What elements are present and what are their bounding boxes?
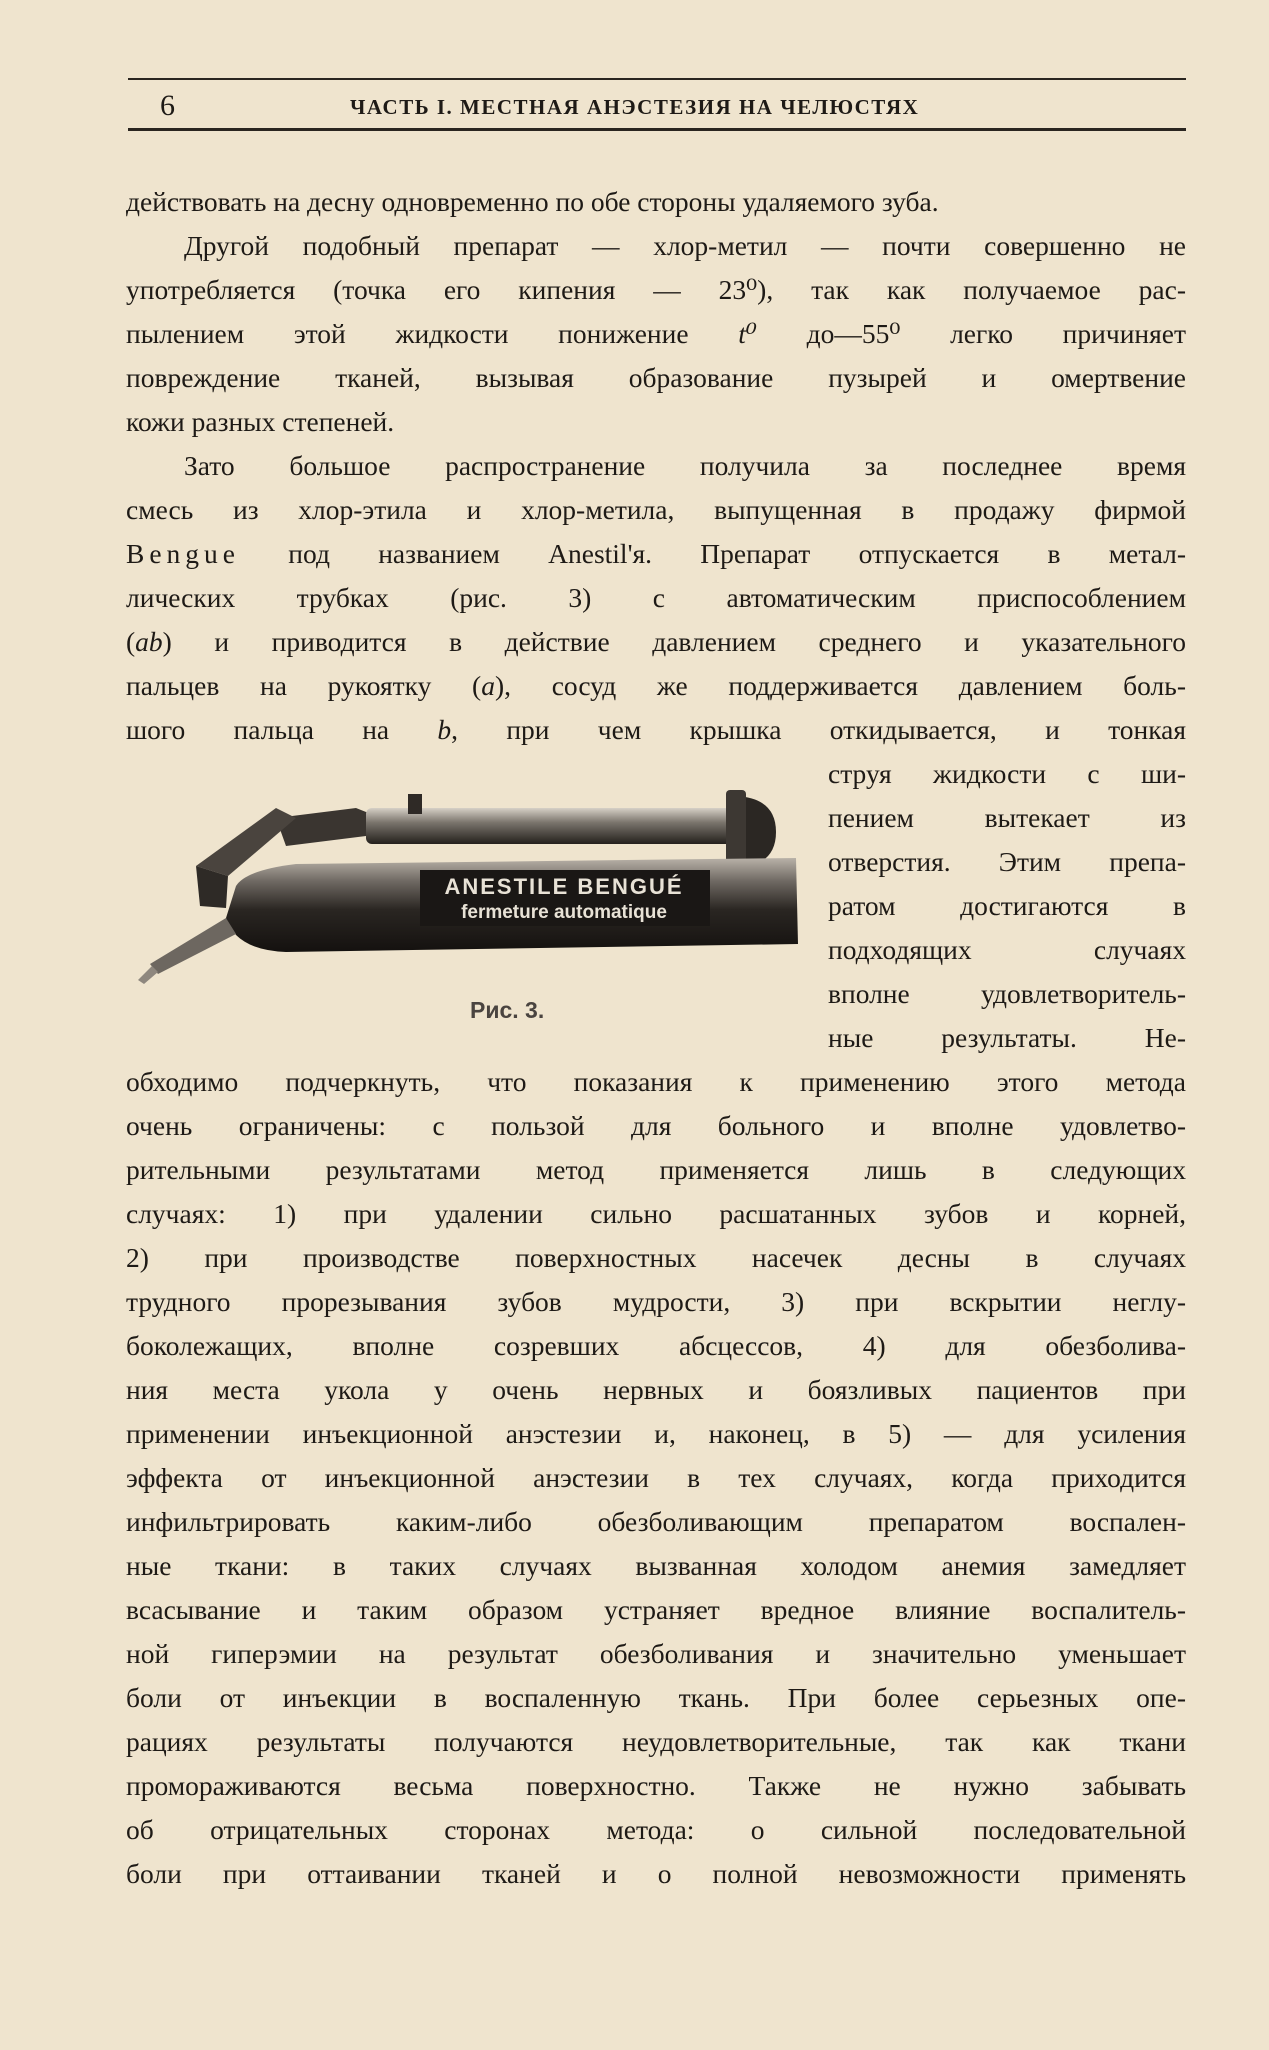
temperature-symbol: t⁰ <box>738 318 757 349</box>
text-line: отверстия. Этим препа- <box>828 846 1186 877</box>
text-span: ), сосуд же поддерживается давлением боль- <box>494 670 1186 701</box>
text-span: под названием Anestil'я. Препарат отпускается в метал- <box>288 538 1187 569</box>
text-line: смесь из хлор-этила и хлор-метила, выпущенная в продажу фирмой <box>126 494 1186 525</box>
text-line: боколежащих, вполне созревших абсцессов, 4) для обезболива- <box>126 1330 1186 1361</box>
text-line: ратом достигаются в <box>828 890 1186 921</box>
text-line: всасывание и таким образом устраняет вредное влияние воспалитель- <box>126 1594 1186 1625</box>
text-line <box>126 708 1186 752</box>
text-line <box>126 664 1186 708</box>
text-span: шого пальца на <box>126 714 390 745</box>
text-span: до—55⁰ легко причиняет <box>806 318 1186 349</box>
text-line: боли при оттаивании тканей и о полной невозможности применять <box>126 1858 1186 1889</box>
running-head: ЧАСТЬ I. МЕСТНАЯ АНЭСТЕЗИЯ НА ЧЕЛЮСТЯХ <box>350 95 920 119</box>
text-line <box>126 532 1186 576</box>
text-span: , при чем крышка откидывается, и тонкая <box>451 714 1187 745</box>
text-line: об отрицательных сторонах метода: о сильной последовательной <box>126 1814 1186 1845</box>
tube-label-subtitle: fermeture automatique <box>461 902 667 923</box>
text-line: эффекта от инъекционной анэстезии в тех случаях, когда приходится <box>126 1462 1186 1493</box>
text-line: ния места укола у очень нервных и боязливых пациентов при <box>126 1374 1186 1405</box>
text-line: Зато большое распространение получила за последнее время <box>184 450 1186 481</box>
text-line: боли от инъекции в воспаленную ткань. При более серьезных опе- <box>126 1682 1186 1713</box>
text-line: применении инъекционной анэстезии и, наконец, в 5) — для усиления <box>126 1418 1186 1449</box>
firm-name: Bengue <box>126 538 241 569</box>
text-line: действовать на десну одновременно по обе стороны удаляемого зуба. <box>126 186 939 217</box>
text-span: ) и приводится в действие давлением среднего и указательного <box>162 626 1186 657</box>
text-line: промораживаются весьма поверхностно. Также не нужно забывать <box>126 1770 1186 1801</box>
text-line: 2) при производстве поверхностных насечек десны в случаях <box>126 1242 1186 1273</box>
label-ab: ab <box>135 626 163 657</box>
text-line: пением вытекает из <box>828 802 1186 833</box>
text-line: Другой подобный препарат — хлор-метил — почти совершенно не <box>184 230 1186 261</box>
text-line: случаях: 1) при удалении сильно расшатанных зубов и корней, <box>126 1198 1186 1229</box>
text-line: ные результаты. Не- <box>828 1022 1186 1053</box>
header-bottom-rule <box>128 128 1186 131</box>
figure-caption: Рис. 3. <box>470 997 545 1023</box>
page-number: 6 <box>160 89 175 122</box>
text-line: струя жидкости с ши- <box>828 758 1186 789</box>
text-line: подходящих случаях <box>828 934 1186 965</box>
text-span: пылением этой жидкости понижение <box>126 318 689 349</box>
anestile-tube-illustration <box>136 768 806 998</box>
text-line <box>126 312 1186 356</box>
text-span: ( <box>126 626 136 657</box>
tube-label-brand: ANESTILE BENGUÉ <box>444 874 684 899</box>
text-line: трудного прорезывания зубов мудрости, 3) при вскрытии неглу- <box>126 1286 1186 1317</box>
text-line: обходимо подчеркнуть, что показания к применению этого метода <box>126 1066 1186 1097</box>
text-line: очень ограничены: с пользой для больного и вполне удовлетво- <box>126 1110 1186 1141</box>
text-line: повреждение тканей, вызывая образование пузырей и омертвение <box>126 362 1186 393</box>
text-line <box>126 620 1186 664</box>
text-line: лических трубках (рис. 3) с автоматическим приспособлением <box>126 582 1186 613</box>
text-line: употребляется (точка его кипения — 23⁰), так как получаемое рас- <box>126 274 1186 305</box>
label-b: b <box>437 714 452 745</box>
text-line: рительными результатами метод применяется лишь в следующих <box>126 1154 1186 1185</box>
text-line: кожи разных степеней. <box>126 406 395 437</box>
text-line: ной гиперэмии на результат обезболивания и значительно уменьшает <box>126 1638 1186 1669</box>
text-line: рациях результаты получаются неудовлетворительные, так как ткани <box>126 1726 1186 1757</box>
text-line: вполне удовлетворитель- <box>828 978 1186 1009</box>
text-line: инфильтрировать каким-либо обезболивающим препаратом воспален- <box>126 1506 1186 1537</box>
header-top-rule <box>128 78 1186 80</box>
label-a: a <box>481 670 495 701</box>
text-span: пальцев на рукоятку ( <box>126 670 482 701</box>
text-line: ные ткани: в таких случаях вызванная холодом анемия замедляет <box>126 1550 1186 1581</box>
